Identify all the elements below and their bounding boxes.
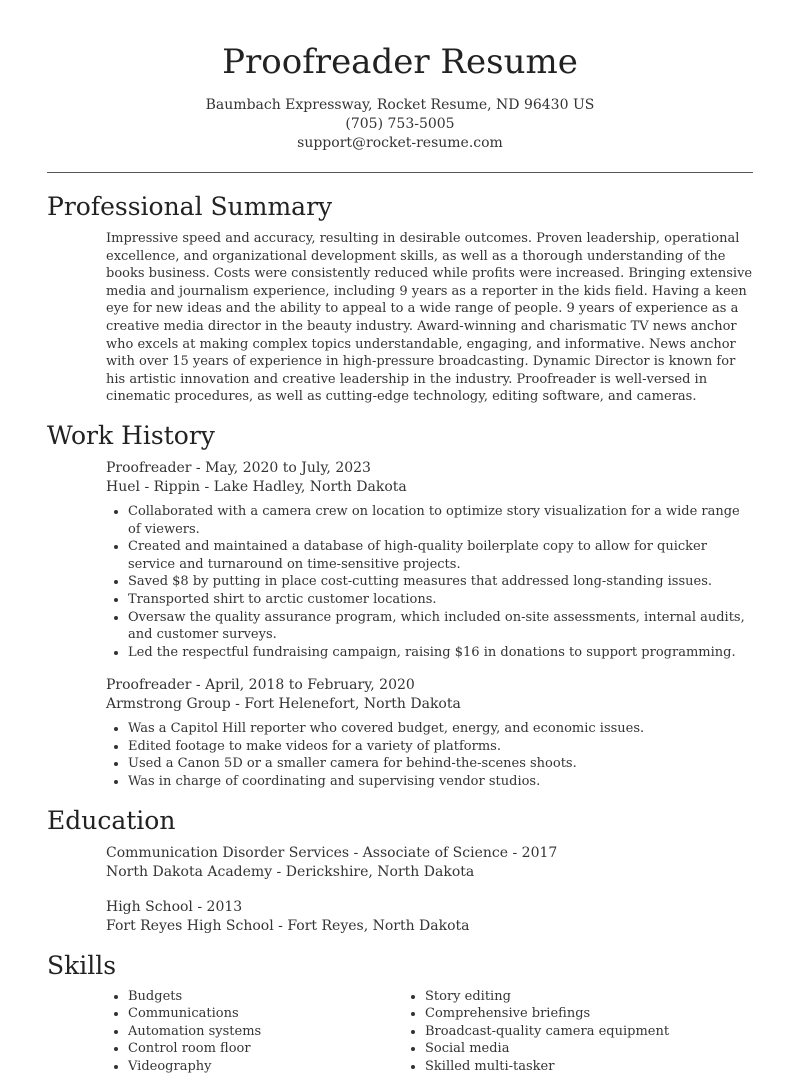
list-item: • Created and maintained a database of high-quality boilerplate copy to allow for quicker service and turnaround on time-sensitive projects. xyxy=(128,538,753,573)
list-item: • Communications xyxy=(128,1005,403,1023)
list-item: • Budgets xyxy=(128,988,403,1006)
school-line: North Dakota Academy - Derickshire, North Dakota xyxy=(106,863,475,880)
degree-line: High School - 2013 xyxy=(106,898,243,915)
resume-title: Proofreader Resume xyxy=(222,42,578,82)
degree-year: 2013 xyxy=(206,898,243,915)
skills-column-1 xyxy=(106,982,403,1076)
job-entry xyxy=(106,676,753,714)
job-dates: May, 2020 to July, 2023 xyxy=(205,459,371,476)
job-company-line: Armstrong Group - Fort Helenefort, North Dakota xyxy=(106,696,461,713)
job-location: Fort Helenefort, North Dakota xyxy=(244,696,461,713)
school: Fort Reyes High School xyxy=(106,917,274,934)
skills-section xyxy=(47,950,753,1076)
job-company: Armstrong Group xyxy=(106,696,231,713)
skills-list-right xyxy=(425,988,669,1076)
education-heading: Education xyxy=(47,805,176,835)
list-item: • Edited footage to make videos for a variety of platforms. xyxy=(128,738,753,756)
summary-section xyxy=(47,191,753,406)
job-bullets xyxy=(128,720,753,790)
list-item: • Videography xyxy=(128,1058,403,1076)
list-item: • Was in charge of coordinating and supervising vendor studios. xyxy=(128,773,753,791)
degree: High School xyxy=(106,898,193,915)
skills-heading: Skills xyxy=(47,950,117,980)
school: North Dakota Academy xyxy=(106,863,273,880)
list-item: • Used a Canon 5D or a smaller camera for behind-the-scenes shoots. xyxy=(128,755,753,773)
job-location: Lake Hadley, North Dakota xyxy=(213,478,407,495)
education-entry xyxy=(106,844,753,882)
job-bullets xyxy=(128,503,753,661)
job-title-line: Proofreader - April, 2018 to February, 2020 xyxy=(106,677,415,694)
job-title-line: Proofreader - May, 2020 to July, 2023 xyxy=(106,459,371,476)
school-location: Derickshire, North Dakota xyxy=(285,863,475,880)
list-item: • Saved $8 by putting in place cost-cutting measures that addressed long-standing issues. xyxy=(128,573,753,591)
phone: (705) 753-5005 xyxy=(345,116,455,132)
list-item: • Oversaw the quality assurance program, which included on-site assessments, internal audits, and customer surveys. xyxy=(128,609,753,644)
skills-list-left xyxy=(128,988,403,1076)
skills-column-2 xyxy=(403,982,669,1076)
list-item: • Skilled multi-tasker xyxy=(425,1058,669,1076)
job-dates: April, 2018 to February, 2020 xyxy=(205,677,415,694)
degree-line: Communication Disorder Services - Associate of Science - 2017 xyxy=(106,844,558,861)
summary-heading: Professional Summary xyxy=(47,192,333,221)
education-entry xyxy=(106,898,753,936)
list-item: • Automation systems xyxy=(128,1023,403,1041)
list-item: • Story editing xyxy=(425,988,669,1006)
work-section xyxy=(47,420,753,791)
job-company-line: Huel - Rippin - Lake Hadley, North Dakota xyxy=(106,478,407,495)
school-location: Fort Reyes, North Dakota xyxy=(287,917,470,934)
degree: Communication Disorder Services - Associate of Science xyxy=(106,844,509,861)
education-section xyxy=(47,805,753,936)
list-item: • Was a Capitol Hill reporter who covered budget, energy, and economic issues. xyxy=(128,720,753,738)
summary-text: Impressive speed and accuracy, resulting in desirable outcomes. Proven leadership, operational excellence, and organizational development skills, as well as a thorough understanding of the books business. Costs were consistently reduced while profits were increased. Bringing extensive media and journalism experience, including 9 years as a reporter in the kids field. Having a keen eye for new ideas and the ability to appeal to a wide range of people. 9 years of experience as a creative media director in the beauty industry. Award-winning and charismatic TV news anchor who excels at making complex topics understandable, engaging, and informative. News anchor with over 15 years of experience in high-pressure broadcasting. Dynamic Director is known for his artistic innovation and creative leadership in the industry. Proofreader is well-versed in cinematic procedures, as well as cutting-edge technology, editing software, and cameras. xyxy=(106,231,753,405)
list-item: • Collaborated with a camera crew on location to optimize story visualization for a wide range of viewers. xyxy=(128,503,753,538)
list-item: • Transported shirt to arctic customer locations. xyxy=(128,591,753,609)
list-item: • Comprehensive briefings xyxy=(425,1005,669,1023)
job-title: Proofreader xyxy=(106,459,192,476)
address: Baumbach Expressway, Rocket Resume, ND 96430 US xyxy=(205,97,595,113)
email: support@rocket-resume.com xyxy=(297,135,503,151)
list-item: • Control room floor xyxy=(128,1040,403,1058)
work-heading: Work History xyxy=(47,420,215,450)
skills-list xyxy=(106,982,753,1076)
degree-year: 2017 xyxy=(521,844,558,861)
list-item: • Led the respectful fundraising campaign, raising $16 in donations to support programming. xyxy=(128,644,753,662)
list-item: • Social media xyxy=(425,1040,669,1058)
job-title: Proofreader xyxy=(106,677,192,694)
contact-info xyxy=(0,96,800,153)
job-company: Huel - Rippin xyxy=(106,478,201,495)
header-divider xyxy=(47,172,753,173)
resume-header xyxy=(0,0,800,153)
job-entry xyxy=(106,459,753,497)
list-item: • Broadcast-quality camera equipment xyxy=(425,1023,669,1041)
school-line: Fort Reyes High School - Fort Reyes, North Dakota xyxy=(106,917,470,934)
